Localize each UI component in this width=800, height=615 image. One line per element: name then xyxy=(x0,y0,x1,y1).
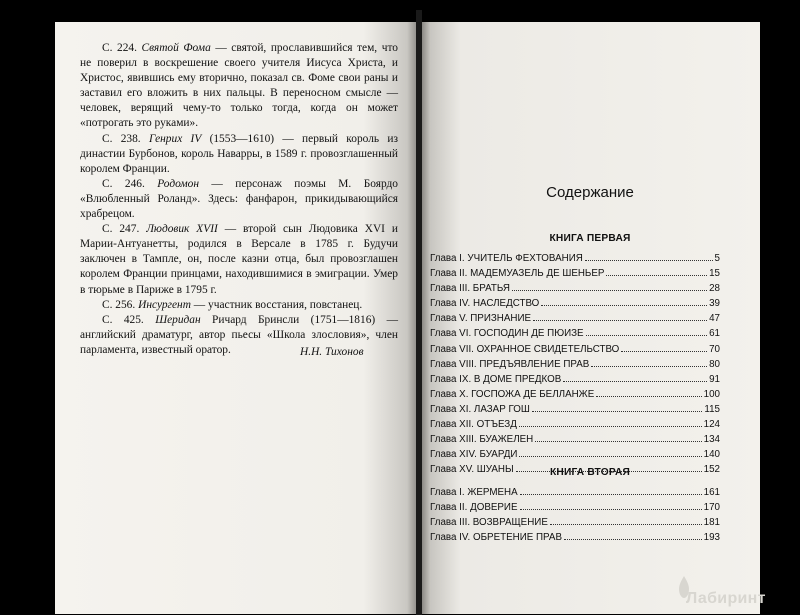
toc-entry xyxy=(430,402,720,417)
toc-title: Содержание xyxy=(546,184,634,201)
toc-page-number: 47 xyxy=(709,313,720,325)
toc-entry xyxy=(430,281,720,296)
toc-chapter-label: Глава XI. ЛАЗАР ГОШ xyxy=(430,403,530,415)
toc-page-number: 80 xyxy=(709,358,720,370)
toc-page-number: 91 xyxy=(709,373,720,385)
toc-page-number: 28 xyxy=(709,283,720,295)
toc-chapter-label: Глава III. ВОЗВРАЩЕНИЕ xyxy=(430,517,548,529)
toc-chapter-label: Глава V. ПРИЗНАНИЕ xyxy=(430,313,532,325)
toc-leader xyxy=(585,260,713,261)
toc-leader xyxy=(512,290,707,291)
toc-leader xyxy=(519,426,702,427)
book-gutter xyxy=(416,10,422,615)
note-item: С. 246. Родомон — персонаж поэмы М. Боярдо «Влюбленный Роланд». Здесь: фанфарон, прикидывающийся храбрецом. xyxy=(80,177,398,221)
toc-entry xyxy=(430,432,720,447)
toc-leader xyxy=(564,539,702,540)
toc-page-number: 181 xyxy=(703,517,720,529)
toc-leader xyxy=(596,396,701,397)
toc-leader xyxy=(550,524,702,525)
toc-entry xyxy=(430,387,720,402)
toc-page-number: 124 xyxy=(703,419,720,431)
toc-leader xyxy=(591,366,707,367)
toc-entry xyxy=(430,447,720,462)
toc-entry xyxy=(430,372,720,387)
toc-leader xyxy=(621,351,707,352)
toc-entry xyxy=(430,357,720,372)
toc-page-number: 161 xyxy=(703,487,720,498)
toc-page-number: 61 xyxy=(709,328,720,340)
book-two-title: КНИГА ВТОРАЯ xyxy=(549,467,631,478)
toc-page-number: 193 xyxy=(703,532,720,544)
book-one-title: КНИГА ПЕРВАЯ xyxy=(549,233,631,244)
toc-page-number: 100 xyxy=(703,388,720,400)
toc-chapter-label: Глава XV. ШУАНЫ xyxy=(430,464,514,476)
toc-chapter-label: Глава XII. ОТЪЕЗД xyxy=(430,419,517,431)
toc-page-number: 115 xyxy=(704,403,720,415)
toc-chapter-label: Глава X. ГОСПОЖА ДЕ БЕЛЛАНЖЕ xyxy=(430,388,595,400)
toc-leader xyxy=(535,441,701,442)
toc-page-number: 70 xyxy=(709,343,720,355)
toc-entry xyxy=(430,530,720,545)
toc-page-number: 140 xyxy=(703,449,720,461)
translator-signature: Н.Н. Тихонов xyxy=(300,346,364,358)
toc-chapter-label: Глава IV. НАСЛЕДСТВО xyxy=(430,298,540,310)
toc-entry xyxy=(430,515,720,530)
toc-page-number: 15 xyxy=(709,268,720,280)
toc-leader xyxy=(541,305,707,306)
toc-page-number: 152 xyxy=(703,464,720,476)
note-item: С. 238. Генрих IV (1553—1610) — первый король из династии Бурбонов, король Наварры, в 1589 г. провозглашенный королем Франции. xyxy=(80,132,398,175)
watermark: Лабиринт xyxy=(686,590,766,607)
toc-entry xyxy=(430,311,720,326)
toc-page-number: 170 xyxy=(703,502,720,514)
toc-book-one xyxy=(430,251,720,477)
toc-entry xyxy=(430,296,720,311)
toc-book-two xyxy=(430,485,720,545)
note-item: С. 247. Людовик XVII — второй сын Людовика XVI и Марии-Антуанетты, родился в Версале в 1785 г. Будучи заключен в Тампле, он, после казни отца, был провозглашен королем Франции принцами, находившимися в эмиграции. Умер в тюрьме в Париже в 1795 г. xyxy=(80,223,398,296)
toc-leader xyxy=(586,335,708,336)
toc-entry xyxy=(430,326,720,341)
toc-leader xyxy=(606,275,707,276)
toc-chapter-label: Глава VII. ОХРАННОЕ СВИДЕТЕЛЬСТВО xyxy=(430,343,620,355)
toc-chapter-label: Глава I. ЖЕРМЕНА xyxy=(430,487,518,498)
toc-leader xyxy=(533,320,707,321)
toc-entry xyxy=(430,342,720,357)
toc-entry xyxy=(430,266,720,281)
note-item: С. 256. Инсургент — участник восстания, повстанец. xyxy=(102,298,363,311)
toc-leader xyxy=(520,509,702,510)
toc-leader xyxy=(519,456,701,457)
toc-chapter-label: Глава IV. ОБРЕТЕНИЕ ПРАВ xyxy=(430,532,562,544)
toc-leader xyxy=(520,494,702,495)
toc-leader xyxy=(532,411,703,412)
endnotes xyxy=(80,41,398,358)
toc-entry xyxy=(430,485,720,500)
toc-entry xyxy=(430,500,720,515)
toc-page-number: 5 xyxy=(714,253,720,264)
toc-chapter-label: Глава II. ДОВЕРИЕ xyxy=(430,502,518,514)
toc-chapter-label: Глава VI. ГОСПОДИН ДЕ ПЮИЗЕ xyxy=(430,328,584,340)
toc-entry xyxy=(430,417,720,432)
note-item: С. 224. Святой Фома — святой, прославившийся тем, что не поверил в воскрешение своего учителя Иисуса Христа, и Христос, явившись ему вторично, показал св. Фоме свои раны и заставил его вложить в них пальцы. В переносном смысле — человек, верящий чему-то только тогда, когда он может «потрогать это руками». xyxy=(80,42,398,130)
note-item: С. 425. Шеридан Ричард Бринсли (1751—1816) — английский драматург, автор пьесы «Школа злословия», член парламента, известный оратор. xyxy=(80,313,398,356)
toc-chapter-label: Глава II. МАДЕМУАЗЕЛЬ ДЕ ШЕНЬЕР xyxy=(430,268,605,280)
toc-chapter-label: Глава I. УЧИТЕЛЬ ФЕХТОВАНИЯ xyxy=(430,253,583,264)
toc-chapter-label: Глава XIV. БУАРДИ xyxy=(430,449,518,461)
toc-page-number: 134 xyxy=(703,434,720,446)
toc-chapter-label: Глава XIII. БУАЖЕЛЕН xyxy=(430,434,534,446)
toc-chapter-label: Глава IX. В ДОМЕ ПРЕДКОВ xyxy=(430,373,562,385)
toc-entry xyxy=(430,251,720,266)
toc-page-number: 39 xyxy=(709,298,720,310)
toc-chapter-label: Глава III. БРАТЬЯ xyxy=(430,283,510,295)
toc-leader xyxy=(563,381,707,382)
toc-chapter-label: Глава VIII. ПРЕДЪЯВЛЕНИЕ ПРАВ xyxy=(430,358,590,370)
